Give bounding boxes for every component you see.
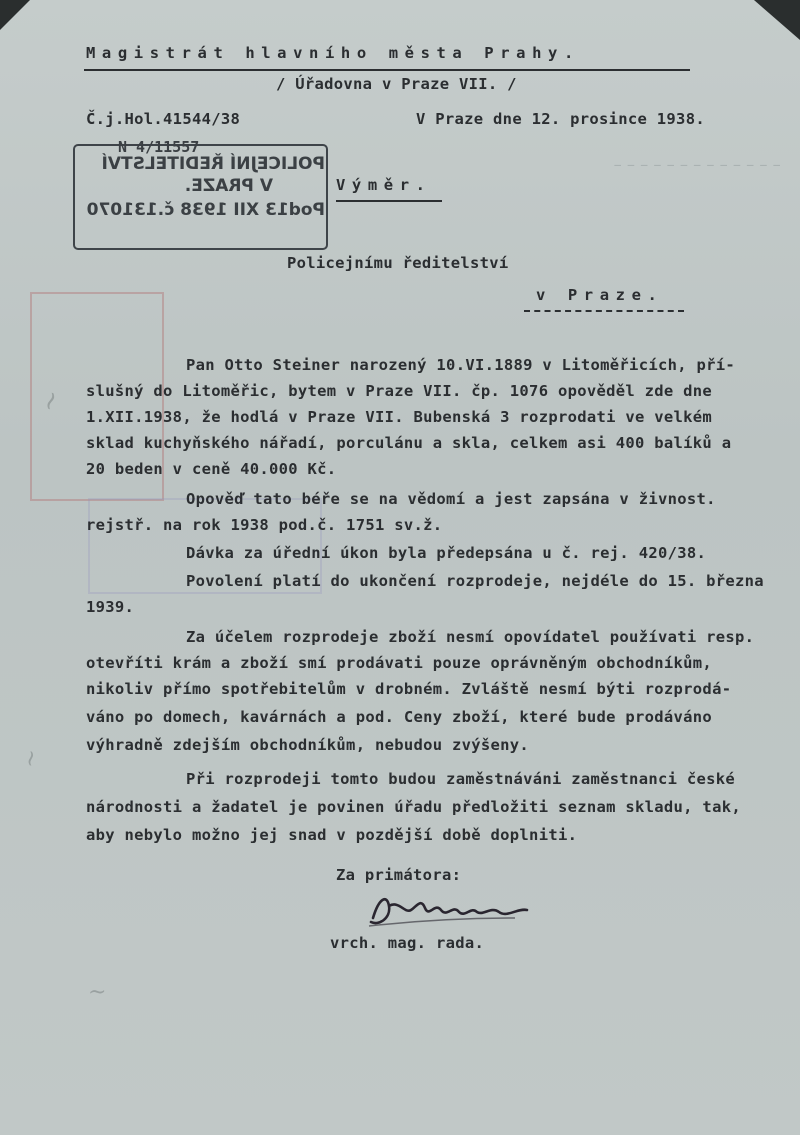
body-line: Dávka za úřední úkon byla předepsána u č. rej. 420/38. (186, 544, 707, 562)
page-corner-left (0, 0, 30, 30)
recipient-underline (524, 310, 684, 312)
body-line: Za účelem rozprodeje zboží nesmí opovídatel používati resp. (186, 628, 755, 646)
body-line: národnosti a žadatel je povinen úřadu předložiti seznam skladu, tak, (86, 798, 741, 816)
reference-number: Č.j.Hol.41544/38 (86, 110, 241, 128)
pencil-mark: ~ (17, 747, 46, 770)
stamp-line-2: V PRAZE. (184, 176, 273, 196)
institution-heading: Magistrát hlavního města Prahy. (86, 44, 580, 62)
heading-underline (84, 69, 690, 71)
recipient-line-2: v Praze. (536, 286, 664, 304)
pencil-mark: ~ (33, 385, 69, 417)
page-corner (754, 0, 800, 40)
stamp-line-3: Pod13 XII 1938 č.131070 (86, 200, 325, 220)
signatory-position: vrch. mag. rada. (330, 934, 485, 952)
body-line: Při rozprodeji tomto budou zaměstnáváni zaměstnanci české (186, 770, 736, 788)
recipient-line-1: Policejnímu ředitelství (287, 254, 509, 272)
body-line: váno po domech, kavárnách a pod. Ceny zboží, které bude prodáváno (86, 708, 713, 726)
title-underline (336, 200, 442, 202)
closing-for-line: Za primátora: (336, 866, 462, 884)
body-line: Pan Otto Steiner narozený 10.VI.1889 v Litoměřicích, pří- (186, 356, 736, 374)
body-line: nikoliv přímo spotřebitelům v drobném. Zvláště nesmí býti rozprodá- (86, 680, 732, 698)
document-title: Výměr. (336, 176, 432, 194)
office-line: / Úřadovna v Praze VII. / (276, 75, 517, 93)
body-line: 1939. (86, 598, 135, 616)
bleed-through-text: — — — — — — — — — — — — — (614, 158, 780, 171)
police-stamp (73, 144, 328, 250)
body-line: 1.XII.1938, že hodlá v Praze VII. Bubenská 3 rozprodati ve velkém (86, 408, 713, 426)
body-line: rejstř. na rok 1938 pod.č. 1751 sv.ž. (86, 516, 443, 534)
stamp-number: N 4/11557 (118, 138, 200, 156)
body-line: sklad kuchyňského nářadí, porculánu a skla, celkem asi 400 balíků a (86, 434, 732, 452)
body-line: otevříti krám a zboží smí prodávati pouze oprávněným obchodníkům, (86, 654, 713, 672)
body-line: výhradně zdejším obchodníkům, nebudou zvýšeny. (86, 736, 530, 754)
pencil-mark: ~ (88, 980, 107, 1005)
body-line: Opověď tato béře se na vědomí a jest zapsána v živnost. (186, 490, 716, 508)
body-line: 20 beden v ceně 40.000 Kč. (86, 460, 337, 478)
body-line: Povolení platí do ukončení rozprodeje, nejdéle do 15. března (186, 572, 764, 590)
stamp-line-1: POLICEJNÍ ŘEDITELSTVÍ (101, 154, 325, 174)
body-line: slušný do Litoměřic, bytem v Praze VII. čp. 1076 opověděl zde dne (86, 382, 713, 400)
body-line: aby nebylo možno jej snad v pozdější době doplniti. (86, 826, 578, 844)
date-line: V Praze dne 12. prosince 1938. (416, 110, 705, 128)
handwritten-signature (365, 888, 535, 938)
